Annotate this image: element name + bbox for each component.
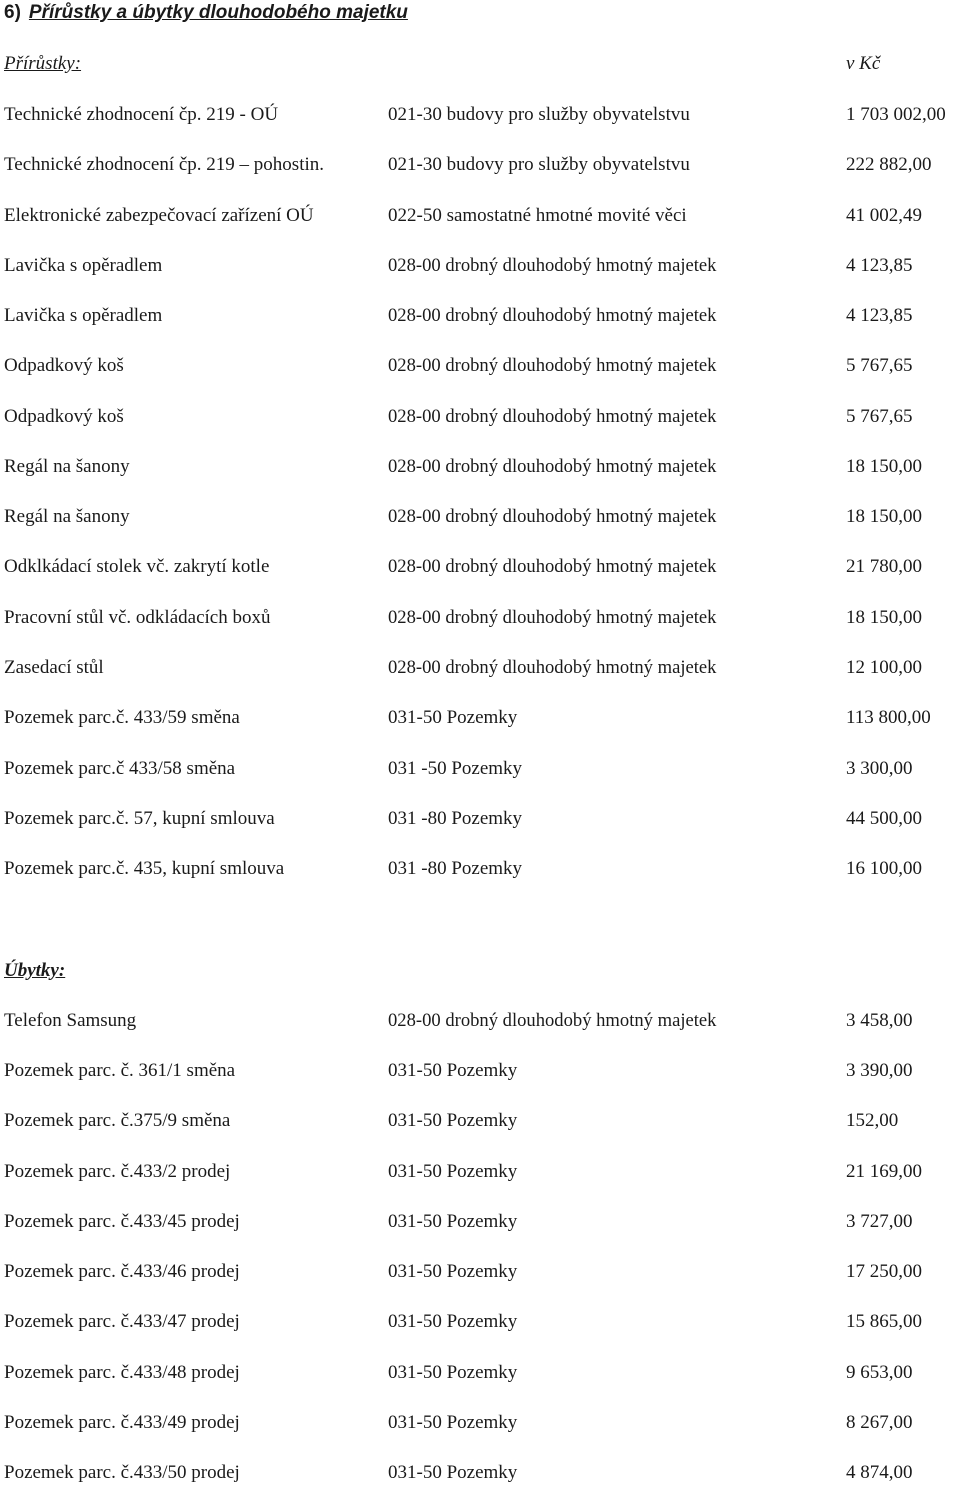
asset-account: 028-00 drobný dlouhodobý hmotný majetek [388, 506, 717, 527]
asset-name: Pozemek parc. č.433/47 prodej [4, 1311, 240, 1332]
list-item [0, 1460, 960, 1486]
asset-name: Pozemek parc. č.433/45 prodej [4, 1211, 240, 1232]
section-number: 6) [4, 2, 21, 23]
asset-name: Pozemek parc.č. 433/59 směna [4, 707, 240, 728]
asset-account: 028-00 drobný dlouhodobý hmotný majetek [388, 456, 717, 477]
asset-account: 031 -80 Pozemky [388, 808, 523, 829]
currency-label: v Kč [846, 53, 881, 74]
asset-account: 031-50 Pozemky [388, 1060, 518, 1081]
list-item [0, 152, 960, 178]
asset-account: 031-50 Pozemky [388, 1362, 518, 1383]
asset-name: Pozemek parc. č. 361/1 směna [4, 1060, 236, 1081]
asset-amount: 16 100,00 [846, 858, 922, 879]
asset-name: Regál na šanony [4, 506, 130, 527]
list-item [0, 1209, 960, 1235]
list-item [0, 404, 960, 430]
asset-name: Odklkádací stolek vč. zakrytí kotle [4, 556, 270, 577]
asset-amount: 3 390,00 [846, 1060, 913, 1081]
asset-name: Lavička s opěradlem [4, 305, 163, 326]
asset-account: 028-00 drobný dlouhodobý hmotný majetek [388, 556, 717, 577]
asset-name: Pozemek parc. č.433/48 prodej [4, 1362, 240, 1383]
asset-amount: 17 250,00 [846, 1261, 922, 1282]
list-item [0, 705, 960, 731]
asset-amount: 18 150,00 [846, 506, 922, 527]
asset-name: Pozemek parc. č.375/9 směna [4, 1110, 231, 1131]
asset-name: Pozemek parc. č.433/50 prodej [4, 1462, 240, 1483]
asset-name: Odpadkový koš [4, 406, 124, 427]
decrements-label: Úbytky: [4, 960, 66, 981]
increments-label: Přírůstky: [4, 53, 82, 74]
asset-amount: 1 703 002,00 [846, 104, 946, 125]
asset-amount: 3 727,00 [846, 1211, 913, 1232]
asset-account: 028-00 drobný dlouhodobý hmotný majetek [388, 355, 717, 376]
asset-name: Lavička s opěradlem [4, 255, 163, 276]
asset-name: Pozemek parc. č.433/46 prodej [4, 1261, 240, 1282]
asset-amount: 12 100,00 [846, 657, 922, 678]
list-item [0, 454, 960, 480]
asset-name: Pozemek parc.č. 57, kupní smlouva [4, 808, 275, 829]
asset-amount: 44 500,00 [846, 808, 922, 829]
asset-amount: 4 123,85 [846, 255, 913, 276]
asset-account: 028-00 drobný dlouhodobý hmotný majetek [388, 1010, 717, 1031]
asset-amount: 3 458,00 [846, 1010, 913, 1031]
list-item [0, 353, 960, 379]
asset-account: 028-00 drobný dlouhodobý hmotný majetek [388, 255, 717, 276]
asset-name: Odpadkový koš [4, 355, 124, 376]
asset-amount: 4 874,00 [846, 1462, 913, 1483]
asset-amount: 21 169,00 [846, 1161, 922, 1182]
asset-account: 031-50 Pozemky [388, 1462, 518, 1483]
list-item [0, 1159, 960, 1185]
asset-amount: 21 780,00 [846, 556, 922, 577]
asset-account: 022-50 samostatné hmotné movité věci [388, 205, 687, 226]
asset-account: 021-30 budovy pro služby obyvatelstvu [388, 154, 690, 175]
list-item [0, 655, 960, 681]
list-item [0, 605, 960, 631]
asset-name: Pozemek parc.č. 435, kupní smlouva [4, 858, 285, 879]
asset-amount: 8 267,00 [846, 1412, 913, 1433]
asset-name: Technické zhodnocení čp. 219 - OÚ [4, 104, 279, 125]
list-item [0, 554, 960, 580]
asset-name: Zasedací stůl [4, 657, 104, 678]
asset-name: Regál na šanony [4, 456, 130, 477]
asset-account: 031-50 Pozemky [388, 1161, 518, 1182]
asset-amount: 4 123,85 [846, 305, 913, 326]
asset-amount: 18 150,00 [846, 456, 922, 477]
list-item [0, 856, 960, 882]
asset-account: 028-00 drobný dlouhodobý hmotný majetek [388, 607, 717, 628]
list-item [0, 1058, 960, 1084]
asset-amount: 15 865,00 [846, 1311, 922, 1332]
asset-name: Pozemek parc. č.433/49 prodej [4, 1412, 240, 1433]
asset-name: Telefon Samsung [4, 1010, 137, 1031]
list-item [0, 1410, 960, 1436]
asset-account: 031-50 Pozemky [388, 1211, 518, 1232]
asset-amount: 5 767,65 [846, 355, 913, 376]
list-item [0, 806, 960, 832]
asset-account: 031-50 Pozemky [388, 707, 518, 728]
list-item [0, 253, 960, 279]
section-heading [4, 0, 408, 26]
asset-account: 031 -50 Pozemky [388, 758, 523, 779]
asset-name: Technické zhodnocení čp. 219 – pohostin. [4, 154, 325, 175]
asset-account: 031-50 Pozemky [388, 1311, 518, 1332]
asset-account: 028-00 drobný dlouhodobý hmotný majetek [388, 406, 717, 427]
list-item [0, 1108, 960, 1134]
asset-amount: 222 882,00 [846, 154, 932, 175]
list-item [0, 1259, 960, 1285]
asset-account: 031-50 Pozemky [388, 1110, 518, 1131]
asset-account: 031 -80 Pozemky [388, 858, 523, 879]
list-item [0, 303, 960, 329]
list-item [0, 756, 960, 782]
asset-account: 031-50 Pozemky [388, 1412, 518, 1433]
asset-name: Pracovní stůl vč. odkládacích boxů [4, 607, 271, 628]
section-title: Přírůstky a úbytky dlouhodobého majetku [28, 2, 408, 23]
asset-amount: 3 300,00 [846, 758, 913, 779]
asset-amount: 152,00 [846, 1110, 899, 1131]
list-item [0, 1360, 960, 1386]
asset-amount: 41 002,49 [846, 205, 922, 226]
asset-account: 031-50 Pozemky [388, 1261, 518, 1282]
asset-name: Pozemek parc. č.433/2 prodej [4, 1161, 231, 1182]
asset-amount: 18 150,00 [846, 607, 922, 628]
list-item [0, 1309, 960, 1335]
asset-name: Elektronické zabezpečovací zařízení OÚ [4, 205, 314, 226]
list-item [0, 1008, 960, 1034]
list-item [0, 102, 960, 128]
asset-account: 028-00 drobný dlouhodobý hmotný majetek [388, 305, 717, 326]
asset-account: 028-00 drobný dlouhodobý hmotný majetek [388, 657, 717, 678]
list-item [0, 203, 960, 229]
asset-name: Pozemek parc.č 433/58 směna [4, 758, 236, 779]
asset-amount: 5 767,65 [846, 406, 913, 427]
asset-amount: 113 800,00 [846, 707, 931, 728]
asset-account: 021-30 budovy pro služby obyvatelstvu [388, 104, 690, 125]
list-item [0, 504, 960, 530]
asset-amount: 9 653,00 [846, 1362, 913, 1383]
